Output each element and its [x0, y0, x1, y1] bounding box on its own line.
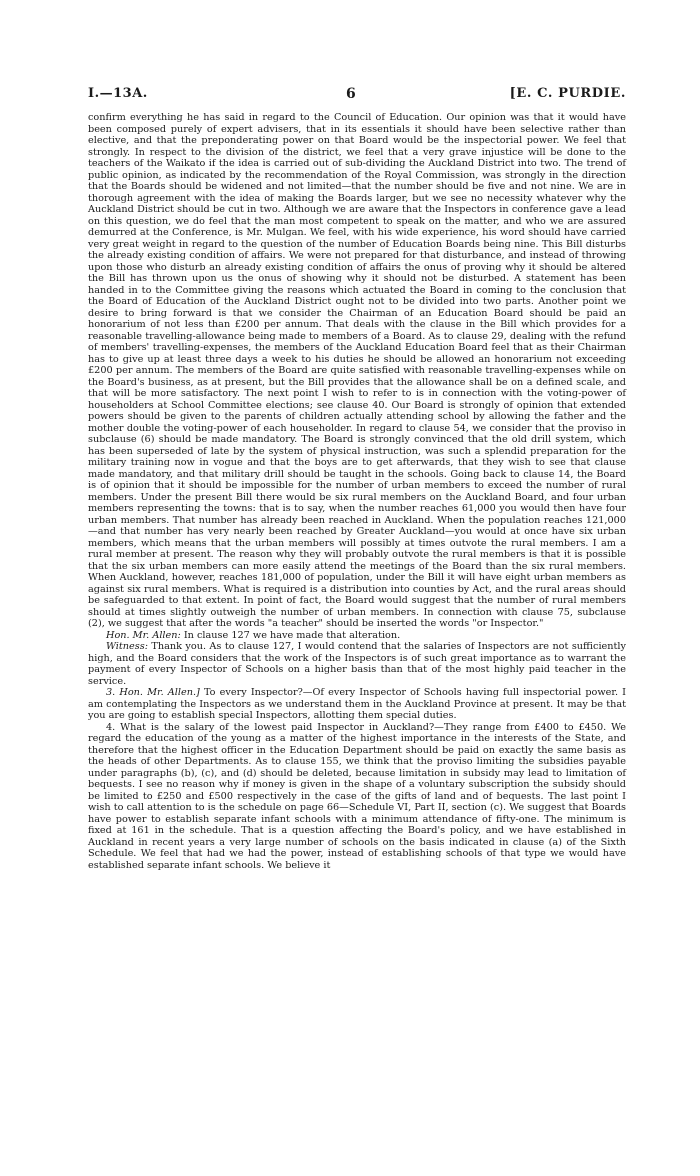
paragraph-text: confirm everything he has said in regard to the Council of Education. Our opinion was that it would have been composed purely of expert advisers, that in its essentials it should have been selective rather than elective, and that the preponderating power on that Board would be the inspectorial power. We feel that strongly. In respect to the division of the district, we feel that a very grave injustice will be done to the teachers of the Waikato if the idea is carried out of sub-dividing the Auckland District into two. The trend of public opinion, as indicated by the recommendation of the Royal Commission, was strongly in the direction that the Boards should be widened and not limited—that the number should be five and not nine. We are in thorough agreement with the idea of making the Boards larger, but we see no necessity whatever why the Auckland District should be cut in two. Although we are aware that the Inspectors in conference gave a lead on this question, we do feel that the man most competent to speak on the matter, and who we are assured demurred at the Conference, is Mr. Mulgan. We feel, with his wide experience, his word should have carried very great weight in regard to the question of the number of Education Boards being nine. This Bill disturbs the already existing condition of affairs. We were not prepared for that disturbance, and instead of throwing upon those who disturb an already existing condition of affairs the onus of proving why it should be altered the Bill has thrown upon us the onus of showing why it should not be disturbed. A statement has been handed in to the Committee giving the reasons which actuated the Board in coming to the conclusion that the Board of Education of the Auckland District ought not to be divided into two parts. Another point we desire to bring forward is that we consider the Chairman of an Education Board should be paid an honorarium of not less than £200 per annum. That deals with the clause in the Bill which provides for a reasonable travelling-allowance being made to members of a Board. As to clause 29, dealing with the refund of members' travelling-expenses, the members of the Auckland Education Board feel that as their Chairman has to give up at least three days a week to his duties he should be allowed an honorarium not exceeding £200 per annum. The members of the Board are quite satisfied with reasonable travelling-expenses while on the Board's business, as at present, but the Bill provides that the allowance shall be on a defined scale, and that will be more satisfactory. The next point I wish to refer to is in connection with the voting-power of householders at School Committee elections; see clause 40. Our Board is strongly of opinion that extended powers should be given to the parents of children actually attending school by allowing the father and the mother double the voting-power of each householder. In regard to clause 54, we consider that the proviso in subclause (6) should be made mandatory. The Board is strongly convinced that the old drill system, which has been superseded of late by the system of physical instruction, was such a splendid preparation for the military training now in vogue and that the boys are to get afterwards, that they wish to see that clause made mandatory, and that military drill should be taught in the schools. Going back to clause 14, the Board is of opinion that it should be impossible for the number of urban members to exceed the number of rural members. Under the present Bill there would be six rural members on the Auckland Board, and four urban members representing the towns: that is to say, when the number reaches 61,000 you would then have four urban members. That number has already been reached in Auckland. When the population reaches 121,000—and that number has very nearly been reached by Greater Auckland—you would at once have six urban members, which means that the urban members will possibly at times outvote the rural members. I am a rural member at present. The reason why they will probably outvote the rural members is that it is possible that the six urban members can more easily attend the meetings of the Board than the six rural members. When Auckland, however, reaches 181,000 of population, under the Bill it will have eight urban members as against six rural members. What is required is a distribution into counties by Act, and the rural areas should be safeguarded to that extent. In point of fact, the Board would suggest that the number of rural members should at times slightly outweigh the number of urban members. In connection with clause 75, subclause (2), we suggest that after the words "a teacher" should be inserted the words "or Inspector." — [88, 112, 626, 629]
paragraph — [88, 112, 626, 630]
speaker-label: Hon. Mr. Allen: — [106, 629, 181, 641]
paragraph — [88, 687, 626, 722]
paragraph-text: 4. What is the salary of the lowest paid Inspector in Auckland?—They range from £400 to £450. We regard the education of the young as a matter of the highest importance in the interests of the State, and therefore that the highest officer in the Education Department should be paid on exactly the same basis as the heads of other Departments. As to clause 155, we think that the proviso limiting the subsidies payable under paragraphs (b), (c), and (d) should be deleted, because limitation in subsidy may lead to limitation of bequests. I see no reason why if money is given in the shape of a voluntary subscription the subsidy should be limited to £250 and £500 respectively in the case of the gifts of land and of bequests. The last point I wish to call attention to is the schedule on page 66—Schedule VI, Part II, section (c). We suggest that Boards have power to establish separate infant schools with a minimum attendance of fifty-one. The minimum is fixed at 161 in the schedule. That is a question affecting the Board's policy, and we have established in Auckland in recent years a very large number of schools on the basis indicated in clause (a) of the Sixth Schedule. We feel that had we had the power, instead of establishing schools of that type we would have established separate infant schools. We believe it — [88, 721, 626, 871]
page-header — [88, 86, 626, 106]
document-body — [88, 112, 626, 871]
paragraph — [88, 641, 626, 687]
paragraph — [88, 722, 626, 872]
speaker-label: 3. Hon. Mr. Allen.] — [106, 687, 200, 698]
document-reference: I.—13A. — [88, 86, 148, 101]
paragraph-text: In clause 127 we have made that alteration. — [183, 629, 401, 641]
paragraph-text: Thank you. As to clause 127, I would contend that the salaries of Inspectors are not sufficiently high, and the Board considers that the work of the Inspectors is of such great importance as to warrant the payment of every Inspector of Schools on a higher basis than that of the most highly paid teacher in the service. — [88, 641, 626, 687]
witness-name: [E. C. PURDIE. — [509, 86, 626, 101]
paragraph — [88, 630, 626, 642]
paragraph-text: To every Inspector?—Of every Inspector of Schools having full inspectorial power. I am contemplating the Inspectors as we understand them in the Auckland Province at present. It may be that you are going to establish special Inspectors, allotting them special duties. — [88, 687, 626, 721]
speaker-label: Witness: — [106, 641, 148, 652]
page-number: 6 — [346, 86, 356, 102]
